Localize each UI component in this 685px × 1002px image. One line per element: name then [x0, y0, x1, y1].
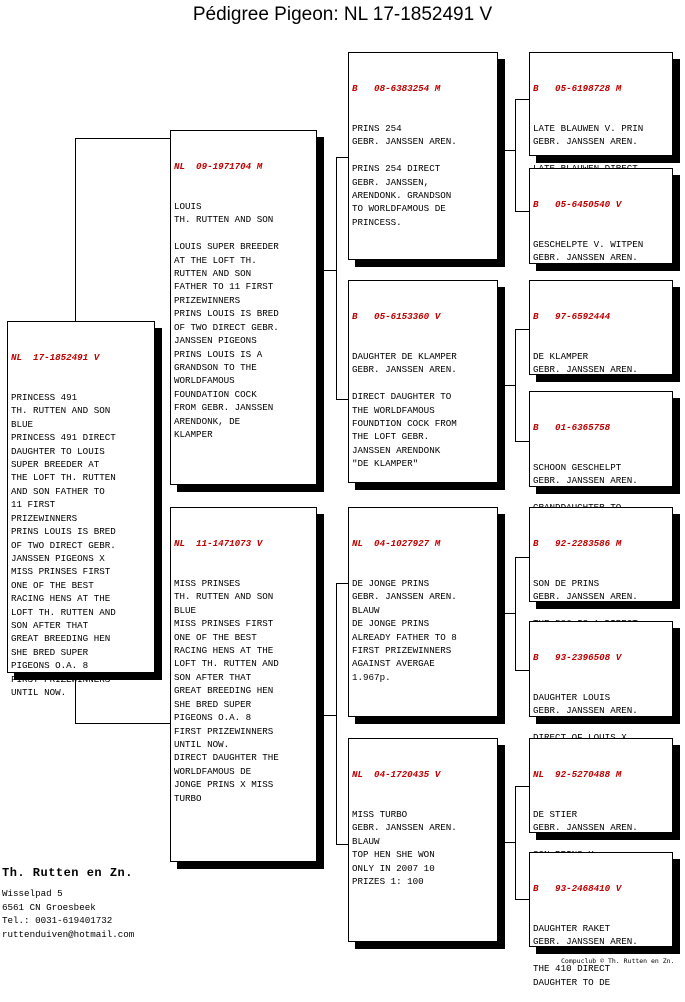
- connector-line: [503, 385, 515, 386]
- connector-line: [515, 557, 516, 670]
- pigeon-description: SON DE PRINS GEBR. JANSSEN AREN.: [533, 578, 638, 603]
- great-grandparent-card: [529, 168, 673, 264]
- pigeon-description: SCHOON GESCHELPT GEBR. JANSSEN AREN.: [533, 462, 638, 487]
- connector-line: [515, 786, 529, 787]
- pigeon-description: LOUIS TH. RUTTEN AND SON LOUIS SUPER BREEDER AT THE LOFT TH. RUTTEN AND SON FATHER TO 11 FIRST PRIZEWINNERS PRINS LOUIS IS BRED OF TWO DIRECT GEBR. JANSSEN PIGEONS PRINS LOUIS IS A GRANDSON TO THE WORLDFAMOUS FOUNDATION COCK FROM GEBR. JANSSEN ARENDONK, DE KLAMPER: [174, 201, 279, 440]
- connector-line: [75, 138, 170, 139]
- grandparent-card: [348, 280, 498, 483]
- great-grandparent-card: [529, 280, 673, 375]
- ring-number: NL 92-5270488 M: [533, 768, 622, 780]
- connector-line: [515, 211, 529, 212]
- pigeon-description: DE KLAMPER GEBR. JANSSEN AREN.: [533, 351, 638, 376]
- pigeon-description: MISS PRINSES TH. RUTTEN AND SON BLUE MISS PRINSES FIRST ONE OF THE BEST RACING HENS AT THE LOFT TH. RUTTEN AND SON AFTER THAT GREAT BREEDING HEN SHE BRED SUPER PIGEONS O.A. 8 FIRST PRIZEWINNERS UNTIL NOW. DIRECT DAUGHTER THE WORLDFAMOUS DE JONGE PRINS X MISS TURBO: [174, 578, 279, 804]
- email: ruttenduiven@hotmail.com: [2, 928, 135, 940]
- ring-number: B 01-6365758: [533, 421, 611, 433]
- ring-number: NL 04-1720435 V: [352, 768, 441, 780]
- connector-line: [515, 670, 529, 671]
- connector-line: [515, 557, 529, 558]
- great-grandparent-card: [529, 391, 673, 487]
- connector-line: [515, 786, 516, 899]
- ring-number: B 92-2283586 M: [533, 537, 622, 549]
- ring-number: B 97-6592444: [533, 310, 611, 322]
- connector-line: [503, 842, 515, 843]
- street: Wisselpad 5: [2, 888, 63, 899]
- pigeon-description: DAUGHTER DE KLAMPER GEBR. JANSSEN AREN. DIRECT DAUGHTER TO THE WORLDFAMOUS FOUNDTION COCK FROM THE LOFT GEBR. JANSSEN ARENDONK "DE KLAMPER": [352, 351, 457, 470]
- pigeon-description: PRINS 254 GEBR. JANSSEN AREN. PRINS 254 DIRECT GEBR. JANSSEN, ARENDONK. GRANDSON TO WORLDFAMOUS DE PRINCESS.: [352, 123, 457, 228]
- pigeon-description: GESCHELPTE V. WITPEN GEBR. JANSSEN AREN.: [533, 239, 644, 264]
- pigeon-description: DAUGHTER RAKET GEBR. JANSSEN AREN. THE 410 DIRECT DAUGHTER TO DE: [533, 923, 638, 988]
- connector-line: [503, 150, 515, 151]
- connector-line: [503, 613, 515, 614]
- great-grandparent-card: [529, 52, 673, 156]
- city: 6561 CN Groesbeek: [2, 901, 96, 913]
- ring-number: NL 09-1971704 M: [174, 160, 263, 172]
- grandparent-card: [348, 738, 498, 942]
- connector-line: [336, 157, 348, 158]
- grandparent-card: [348, 507, 498, 717]
- connector-line: [515, 329, 529, 330]
- grandparent-card: [348, 52, 498, 260]
- pigeon-description: LATE BLAUWEN V. PRIN GEBR. JANSSEN AREN.: [533, 123, 644, 148]
- connector-line: [515, 329, 516, 441]
- ring-number: B 93-2396508 V: [533, 651, 622, 663]
- sire-card: [170, 130, 317, 485]
- connector-line: [515, 441, 529, 442]
- pigeon-description: MISS TURBO GEBR. JANSSEN AREN. BLAUW TOP HEN SHE WON ONLY IN 2007 10 PRIZES 1: 100: [352, 809, 457, 888]
- pigeon-description: DE JONGE PRINS GEBR. JANSSEN AREN. BLAUW DE JONGE PRINS ALREADY FATHER TO 8 FIRST PRIZEWINNERS AGAINST AVERGAE 1.967p.: [352, 578, 457, 683]
- connector-line: [336, 399, 348, 400]
- breeder-name: Th. Rutten en Zn.: [2, 866, 133, 880]
- pigeon-description: DAUGHTER LOUIS GEBR. JANSSEN AREN.: [533, 692, 638, 717]
- connector-line: [336, 157, 337, 400]
- ring-number: B 05-6198728 M: [533, 82, 622, 94]
- connector-line: [336, 844, 348, 845]
- connector-line: [515, 99, 516, 211]
- page-title: Pédigree Pigeon: NL 17-1852491 V: [192, 4, 493, 25]
- connector-line: [515, 899, 529, 900]
- connector-line: [75, 723, 170, 724]
- copyright: Compuclub © Th. Rutten en Zn.: [561, 957, 675, 965]
- breeder-address: [2, 887, 134, 941]
- subject-pigeon-card: [7, 321, 155, 698]
- great-grandparent-card: [529, 621, 673, 717]
- ring-number: B 08-6383254 M: [352, 82, 441, 94]
- dam-card: [170, 507, 317, 862]
- connector-line: [515, 99, 529, 100]
- connector-line: [322, 270, 336, 271]
- connector-line: [336, 583, 337, 845]
- ring-number: NL 04-1027927 M: [352, 537, 441, 549]
- ring-number: B 05-6450540 V: [533, 198, 622, 210]
- connector-line: [322, 715, 336, 716]
- ring-number: B 05-6153360 V: [352, 310, 441, 322]
- great-grandparent-card: [529, 507, 673, 602]
- ring-number: NL 11-1471073 V: [174, 537, 263, 549]
- pigeon-description: PRINCESS 491 TH. RUTTEN AND SON BLUE PRINCESS 491 DIRECT DAUGHTER TO LOUIS SUPER BREEDER AT THE LOFT TH. RUTTEN AND SON FATHER TO 11 FIRST PRIZEWINNERS PRINS LOUIS IS BRED OF TWO DIRECT GEBR. JANSSEN PIGEONS X MISS PRINSES FIRST ONE OF THE BEST RACING HENS AT THE LOFT TH. RUTTEN AND SON AFTER THAT GREAT BREEDING HEN SHE BRED SUPER PIGEONS O.A. 8 FIRST PRIZEWINNERS UNTIL NOW.: [11, 392, 116, 698]
- ring-number: B 93-2468410 V: [533, 882, 622, 894]
- great-grandparent-card: [529, 738, 673, 833]
- connector-line: [336, 583, 348, 584]
- pigeon-description: DE STIER GEBR. JANSSEN AREN.: [533, 809, 638, 834]
- phone: Tel.: 0031-619401732: [2, 915, 113, 926]
- ring-number: NL 17-1852491 V: [11, 351, 100, 363]
